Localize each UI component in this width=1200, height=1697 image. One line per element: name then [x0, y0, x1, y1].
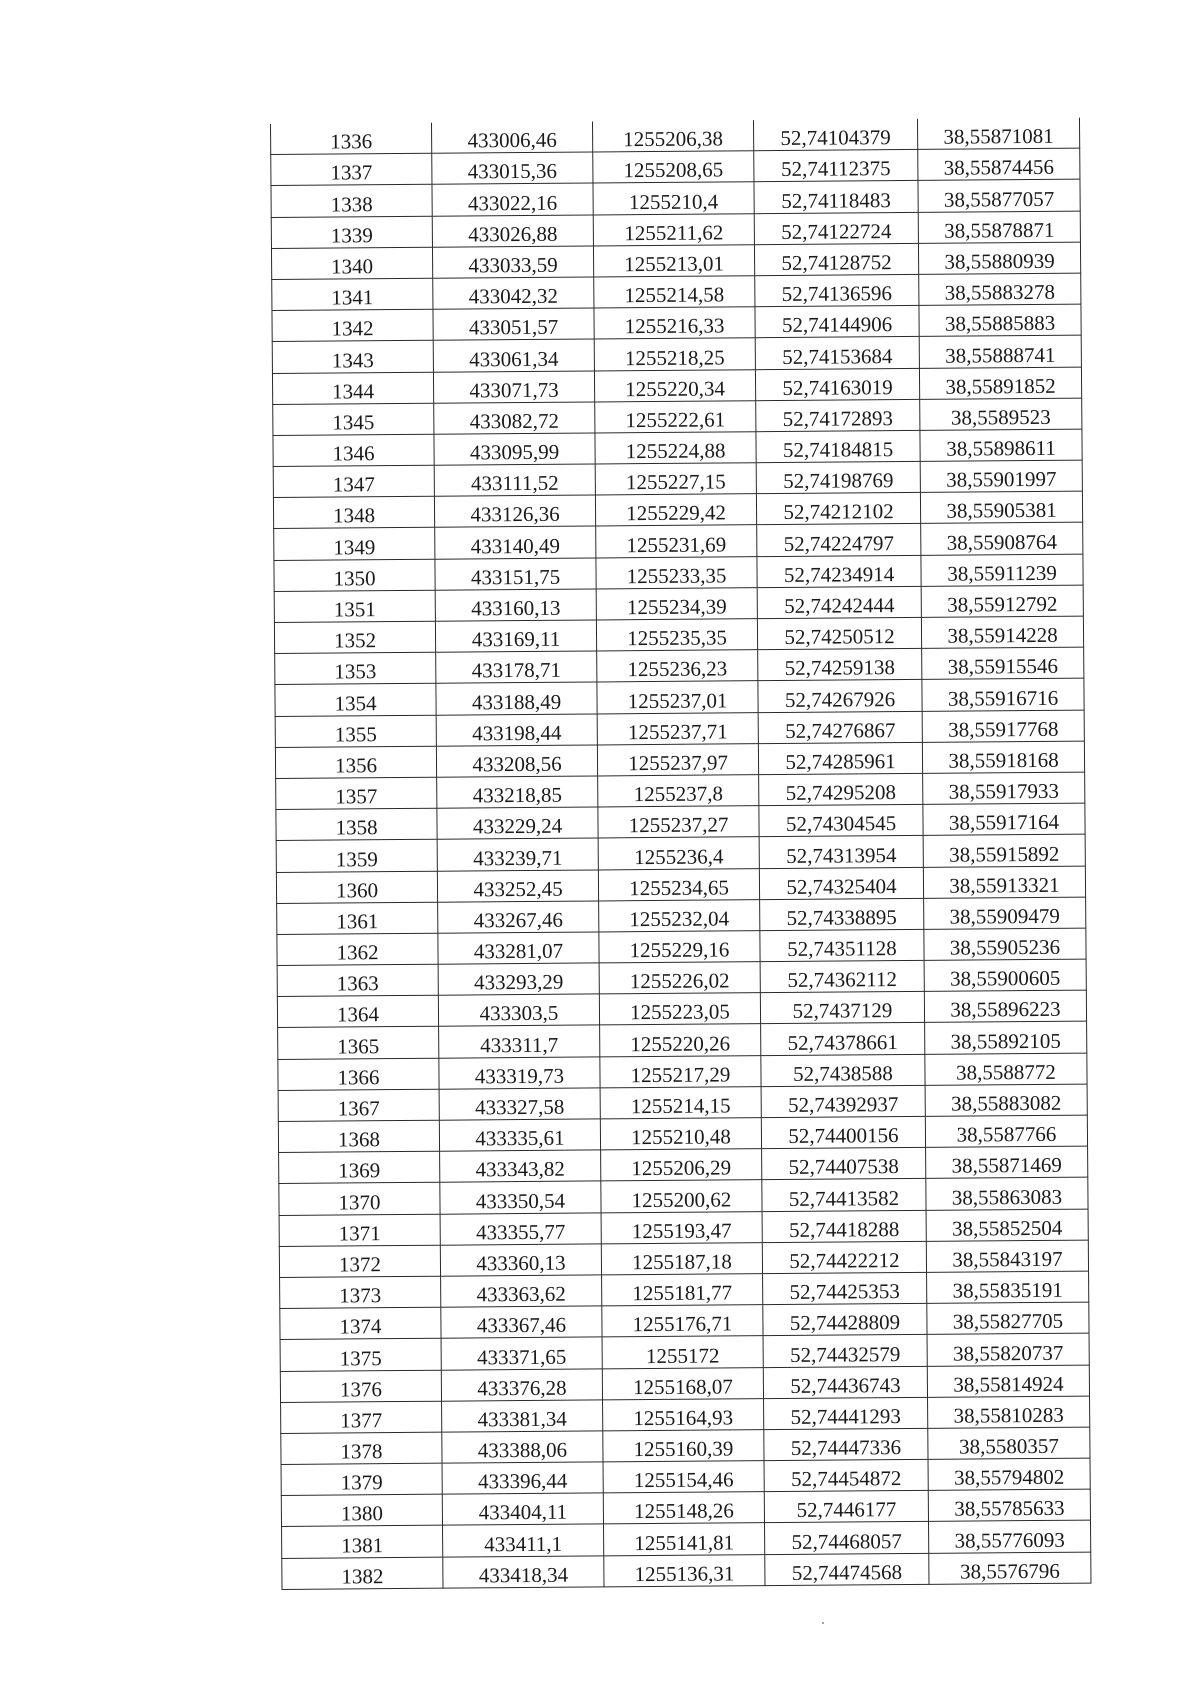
- point-number-cell: 1368: [278, 1120, 439, 1152]
- y-coordinate-cell: 1255237,71: [597, 712, 758, 744]
- y-coordinate-cell: 1255176,71: [602, 1305, 763, 1337]
- y-coordinate-cell: 1255222,61: [595, 400, 756, 432]
- longitude-cell: 38,55776093: [928, 1521, 1090, 1553]
- x-coordinate-cell: 433319,73: [439, 1057, 600, 1089]
- y-coordinate-cell: 1255218,25: [594, 338, 755, 370]
- point-number-cell: 1358: [276, 808, 437, 840]
- latitude-cell: 52,74242444: [757, 586, 921, 618]
- y-coordinate-cell: 1255216,33: [594, 307, 755, 339]
- point-number-cell: 1344: [272, 372, 433, 404]
- latitude-cell: 52,7446177: [764, 1491, 928, 1523]
- point-number-cell: 1375: [280, 1339, 441, 1371]
- longitude-cell: 38,55915892: [923, 834, 1085, 866]
- latitude-cell: 52,74351128: [760, 929, 924, 961]
- x-coordinate-cell: 433350,54: [440, 1181, 601, 1213]
- latitude-cell: 52,74428809: [763, 1304, 927, 1336]
- x-coordinate-cell: 433311,7: [439, 1025, 600, 1057]
- y-coordinate-cell: 1255227,15: [595, 463, 756, 495]
- y-coordinate-cell: 1255232,04: [599, 899, 760, 931]
- y-coordinate-cell: 1255226,02: [599, 962, 760, 994]
- x-coordinate-cell: 433381,34: [442, 1400, 603, 1432]
- latitude-cell: 52,74118483: [754, 181, 918, 213]
- y-coordinate-cell: 1255148,26: [603, 1492, 764, 1524]
- longitude-cell: 38,55820737: [927, 1333, 1089, 1365]
- y-coordinate-cell: 1255234,65: [598, 868, 759, 900]
- latitude-cell: 52,74400156: [761, 1116, 925, 1148]
- y-coordinate-cell: 1255214,58: [594, 276, 755, 308]
- point-number-cell: 1339: [271, 216, 432, 248]
- latitude-cell: 52,74112375: [754, 150, 918, 182]
- longitude-cell: 38,55871081: [917, 118, 1079, 150]
- point-number-cell: 1361: [277, 902, 438, 934]
- point-number-cell: 1366: [278, 1058, 439, 1090]
- point-number-cell: 1341: [272, 278, 433, 310]
- longitude-cell: 38,55913321: [923, 866, 1085, 898]
- longitude-cell: 38,55835191: [927, 1271, 1089, 1303]
- point-number-cell: 1370: [279, 1183, 440, 1215]
- x-coordinate-cell: 433303,5: [438, 994, 599, 1026]
- longitude-cell: 38,55874456: [918, 148, 1080, 180]
- latitude-cell: 52,7438588: [761, 1054, 925, 1086]
- longitude-cell: 38,55810283: [928, 1396, 1090, 1428]
- longitude-cell: 38,55785633: [928, 1489, 1090, 1521]
- y-coordinate-cell: 1255141,81: [604, 1523, 765, 1555]
- point-number-cell: 1379: [281, 1463, 442, 1495]
- x-coordinate-cell: 433411,1: [443, 1524, 604, 1556]
- latitude-cell: 52,74454872: [764, 1459, 928, 1491]
- latitude-cell: 52,74425353: [763, 1272, 927, 1304]
- table-row: [282, 1552, 1091, 1590]
- x-coordinate-cell: 433198,44: [436, 714, 597, 746]
- point-number-cell: 1336: [270, 123, 431, 155]
- y-coordinate-cell: 1255206,38: [592, 120, 753, 152]
- x-coordinate-cell: 433015,36: [432, 152, 593, 184]
- point-number-cell: 1345: [273, 403, 434, 435]
- x-coordinate-cell: 433126,36: [434, 495, 595, 527]
- x-coordinate-cell: 433178,71: [436, 651, 597, 683]
- longitude-cell: 38,55914228: [921, 616, 1083, 648]
- point-number-cell: 1356: [275, 746, 436, 778]
- latitude-cell: 52,7437129: [760, 992, 924, 1024]
- latitude-cell: 52,74413582: [762, 1179, 926, 1211]
- y-coordinate-cell: 1255220,34: [594, 369, 755, 401]
- x-coordinate-cell: 433355,77: [440, 1212, 601, 1244]
- longitude-cell: 38,55911239: [921, 554, 1083, 586]
- latitude-cell: 52,74224797: [757, 524, 921, 556]
- point-number-cell: 1338: [271, 185, 432, 217]
- point-number-cell: 1376: [280, 1370, 441, 1402]
- y-coordinate-cell: 1255235,35: [596, 619, 757, 651]
- x-coordinate-cell: 433169,11: [435, 620, 596, 652]
- x-coordinate-cell: 433006,46: [431, 121, 592, 153]
- y-coordinate-cell: 1255168,07: [602, 1367, 763, 1399]
- x-coordinate-cell: 433293,29: [438, 963, 599, 995]
- longitude-cell: 38,55883278: [919, 273, 1081, 305]
- latitude-cell: 52,74285961: [758, 742, 922, 774]
- latitude-cell: 52,74128752: [754, 243, 918, 275]
- y-coordinate-cell: 1255233,35: [596, 556, 757, 588]
- point-number-cell: 1377: [281, 1401, 442, 1433]
- x-coordinate-cell: 433188,49: [436, 682, 597, 714]
- latitude-cell: 52,74474568: [765, 1553, 929, 1585]
- latitude-cell: 52,74234914: [757, 555, 921, 587]
- y-coordinate-cell: 1255237,8: [598, 775, 759, 807]
- longitude-cell: 38,55908764: [921, 523, 1083, 555]
- y-coordinate-cell: 1255236,23: [597, 650, 758, 682]
- y-coordinate-cell: 1255234,39: [596, 588, 757, 620]
- y-coordinate-cell: 1255164,93: [603, 1398, 764, 1430]
- latitude-cell: 52,74198769: [756, 461, 920, 493]
- x-coordinate-cell: 433388,06: [442, 1431, 603, 1463]
- x-coordinate-cell: 433343,82: [440, 1150, 601, 1182]
- point-number-cell: 1350: [274, 559, 435, 591]
- scan-speck: [822, 1622, 824, 1624]
- latitude-cell: 52,74250512: [757, 617, 921, 649]
- point-number-cell: 1364: [277, 995, 438, 1027]
- longitude-cell: 38,55912792: [921, 585, 1083, 617]
- latitude-cell: 52,74172893: [756, 399, 920, 431]
- y-coordinate-cell: 1255210,48: [600, 1118, 761, 1150]
- y-coordinate-cell: 1255172: [602, 1336, 763, 1368]
- longitude-cell: 38,55871469: [926, 1146, 1088, 1178]
- x-coordinate-cell: 433111,52: [434, 464, 595, 496]
- y-coordinate-cell: 1255193,47: [601, 1211, 762, 1243]
- x-coordinate-cell: 433033,59: [432, 246, 593, 278]
- y-coordinate-cell: 1255211,62: [593, 213, 754, 245]
- y-coordinate-cell: 1255136,31: [604, 1554, 765, 1586]
- latitude-cell: 52,74338895: [760, 898, 924, 930]
- longitude-cell: 38,55896223: [924, 990, 1086, 1022]
- point-number-cell: 1349: [274, 528, 435, 560]
- longitude-cell: 38,55852504: [926, 1209, 1088, 1241]
- y-coordinate-cell: 1255237,01: [597, 681, 758, 713]
- longitude-cell: 38,55905381: [920, 491, 1082, 523]
- longitude-cell: 38,55891852: [919, 367, 1081, 399]
- point-number-cell: 1374: [280, 1307, 441, 1339]
- longitude-cell: 38,55878871: [918, 211, 1080, 243]
- longitude-cell: 38,55915546: [922, 647, 1084, 679]
- x-coordinate-cell: 433418,34: [443, 1556, 604, 1588]
- x-coordinate-cell: 433160,13: [435, 589, 596, 621]
- x-coordinate-cell: 433367,46: [441, 1306, 602, 1338]
- latitude-cell: 52,74304545: [759, 805, 923, 837]
- latitude-cell: 52,74447336: [764, 1428, 928, 1460]
- point-number-cell: 1362: [277, 933, 438, 965]
- x-coordinate-cell: 433229,24: [437, 807, 598, 839]
- x-coordinate-cell: 433239,71: [437, 838, 598, 870]
- y-coordinate-cell: 1255224,88: [595, 432, 756, 464]
- latitude-cell: 52,74295208: [759, 773, 923, 805]
- point-number-cell: 1342: [272, 309, 433, 341]
- longitude-cell: 38,55863083: [926, 1177, 1088, 1209]
- y-coordinate-cell: 1255208,65: [593, 151, 754, 183]
- x-coordinate-cell: 433376,28: [441, 1368, 602, 1400]
- latitude-cell: 52,74418288: [762, 1210, 926, 1242]
- longitude-cell: 38,55877057: [918, 180, 1080, 212]
- point-number-cell: 1363: [277, 964, 438, 996]
- latitude-cell: 52,74104379: [753, 119, 917, 151]
- latitude-cell: 52,74163019: [755, 368, 919, 400]
- latitude-cell: 52,74153684: [755, 337, 919, 369]
- longitude-cell: 38,55916716: [922, 678, 1084, 710]
- latitude-cell: 52,74276867: [758, 711, 922, 743]
- latitude-cell: 52,74267926: [758, 680, 922, 712]
- y-coordinate-cell: 1255181,77: [602, 1274, 763, 1306]
- longitude-cell: 38,5576796: [929, 1552, 1091, 1584]
- point-number-cell: 1355: [275, 715, 436, 747]
- latitude-cell: 52,74144906: [755, 306, 919, 338]
- y-coordinate-cell: 1255213,01: [593, 244, 754, 276]
- x-coordinate-cell: 433051,57: [433, 308, 594, 340]
- longitude-cell: 38,55892105: [925, 1022, 1087, 1054]
- x-coordinate-cell: 433061,34: [433, 339, 594, 371]
- point-number-cell: 1354: [275, 684, 436, 716]
- point-number-cell: 1346: [273, 434, 434, 466]
- y-coordinate-cell: 1255160,39: [603, 1430, 764, 1462]
- longitude-cell: 38,55794802: [928, 1458, 1090, 1490]
- point-number-cell: 1357: [276, 777, 437, 809]
- y-coordinate-cell: 1255229,16: [599, 931, 760, 963]
- point-number-cell: 1348: [273, 496, 434, 528]
- latitude-cell: 52,74392937: [761, 1085, 925, 1117]
- x-coordinate-cell: 433095,99: [434, 433, 595, 465]
- longitude-cell: 38,55814924: [927, 1365, 1089, 1397]
- latitude-cell: 52,74313954: [759, 836, 923, 868]
- y-coordinate-cell: 1255237,97: [597, 743, 758, 775]
- x-coordinate-cell: 433404,11: [442, 1493, 603, 1525]
- x-coordinate-cell: 433335,61: [439, 1119, 600, 1151]
- latitude-cell: 52,74407538: [762, 1148, 926, 1180]
- latitude-cell: 52,74325404: [759, 867, 923, 899]
- point-number-cell: 1381: [282, 1526, 443, 1558]
- y-coordinate-cell: 1255210,4: [593, 182, 754, 214]
- x-coordinate-cell: 433208,56: [436, 745, 597, 777]
- y-coordinate-cell: 1255154,46: [603, 1461, 764, 1493]
- latitude-cell: 52,74422212: [762, 1241, 926, 1273]
- point-number-cell: 1382: [282, 1557, 443, 1589]
- latitude-cell: 52,74184815: [756, 430, 920, 462]
- x-coordinate-cell: 433371,65: [441, 1337, 602, 1369]
- longitude-cell: 38,55885883: [919, 304, 1081, 336]
- y-coordinate-cell: 1255206,29: [601, 1149, 762, 1181]
- longitude-cell: 38,55917933: [923, 772, 1085, 804]
- point-number-cell: 1372: [279, 1245, 440, 1277]
- point-number-cell: 1378: [281, 1432, 442, 1464]
- y-coordinate-cell: 1255237,27: [598, 806, 759, 838]
- coordinates-table-body: [270, 118, 1090, 1590]
- point-number-cell: 1353: [275, 652, 436, 684]
- point-number-cell: 1352: [274, 621, 435, 653]
- point-number-cell: 1340: [271, 247, 432, 279]
- longitude-cell: 38,55909479: [924, 897, 1086, 929]
- latitude-cell: 52,74441293: [764, 1397, 928, 1429]
- point-number-cell: 1337: [271, 153, 432, 185]
- longitude-cell: 38,55827705: [927, 1302, 1089, 1334]
- x-coordinate-cell: 433026,88: [432, 215, 593, 247]
- point-number-cell: 1360: [276, 871, 437, 903]
- y-coordinate-cell: 1255217,29: [600, 1055, 761, 1087]
- x-coordinate-cell: 433396,44: [442, 1462, 603, 1494]
- coordinates-table: [270, 118, 1091, 1590]
- latitude-cell: 52,74122724: [754, 212, 918, 244]
- longitude-cell: 38,55901997: [920, 460, 1082, 492]
- latitude-cell: 52,74468057: [765, 1522, 929, 1554]
- longitude-cell: 38,55843197: [926, 1240, 1088, 1272]
- x-coordinate-cell: 433082,72: [434, 402, 595, 434]
- point-number-cell: 1343: [272, 341, 433, 373]
- x-coordinate-cell: 433267,46: [438, 901, 599, 933]
- longitude-cell: 38,55888741: [919, 335, 1081, 367]
- latitude-cell: 52,74259138: [758, 649, 922, 681]
- longitude-cell: 38,55880939: [918, 242, 1080, 274]
- x-coordinate-cell: 433218,85: [437, 776, 598, 808]
- x-coordinate-cell: 433363,62: [441, 1275, 602, 1307]
- point-number-cell: 1365: [278, 1027, 439, 1059]
- x-coordinate-cell: 433281,07: [438, 932, 599, 964]
- longitude-cell: 38,55900605: [924, 959, 1086, 991]
- x-coordinate-cell: 433042,32: [433, 277, 594, 309]
- y-coordinate-cell: 1255200,62: [601, 1180, 762, 1212]
- y-coordinate-cell: 1255231,69: [596, 525, 757, 557]
- longitude-cell: 38,5580357: [928, 1427, 1090, 1459]
- longitude-cell: 38,55883082: [925, 1084, 1087, 1116]
- longitude-cell: 38,55917164: [923, 803, 1085, 835]
- x-coordinate-cell: 433327,58: [439, 1088, 600, 1120]
- latitude-cell: 52,74378661: [761, 1023, 925, 1055]
- point-number-cell: 1367: [278, 1089, 439, 1121]
- x-coordinate-cell: 433071,73: [433, 370, 594, 402]
- point-number-cell: 1347: [273, 465, 434, 497]
- point-number-cell: 1371: [279, 1214, 440, 1246]
- x-coordinate-cell: 433252,45: [437, 869, 598, 901]
- y-coordinate-cell: 1255214,15: [600, 1086, 761, 1118]
- x-coordinate-cell: 433360,13: [440, 1244, 601, 1276]
- y-coordinate-cell: 1255229,42: [595, 494, 756, 526]
- x-coordinate-cell: 433022,16: [432, 183, 593, 215]
- latitude-cell: 52,74136596: [755, 274, 919, 306]
- point-number-cell: 1351: [274, 590, 435, 622]
- longitude-cell: 38,5587766: [925, 1115, 1087, 1147]
- point-number-cell: 1359: [276, 840, 437, 872]
- point-number-cell: 1369: [279, 1151, 440, 1183]
- x-coordinate-cell: 433140,49: [435, 526, 596, 558]
- y-coordinate-cell: 1255236,4: [598, 837, 759, 869]
- y-coordinate-cell: 1255187,18: [601, 1242, 762, 1274]
- longitude-cell: 38,5588772: [925, 1053, 1087, 1085]
- longitude-cell: 38,55905236: [924, 928, 1086, 960]
- y-coordinate-cell: 1255223,05: [599, 993, 760, 1025]
- longitude-cell: 38,5589523: [920, 398, 1082, 430]
- latitude-cell: 52,74432579: [763, 1335, 927, 1367]
- x-coordinate-cell: 433151,75: [435, 558, 596, 590]
- longitude-cell: 38,55898611: [920, 429, 1082, 461]
- y-coordinate-cell: 1255220,26: [600, 1024, 761, 1056]
- longitude-cell: 38,55918168: [922, 741, 1084, 773]
- latitude-cell: 52,74362112: [760, 960, 924, 992]
- point-number-cell: 1380: [281, 1494, 442, 1526]
- point-number-cell: 1373: [280, 1276, 441, 1308]
- latitude-cell: 52,74212102: [756, 493, 920, 525]
- longitude-cell: 38,55917768: [922, 710, 1084, 742]
- latitude-cell: 52,74436743: [763, 1366, 927, 1398]
